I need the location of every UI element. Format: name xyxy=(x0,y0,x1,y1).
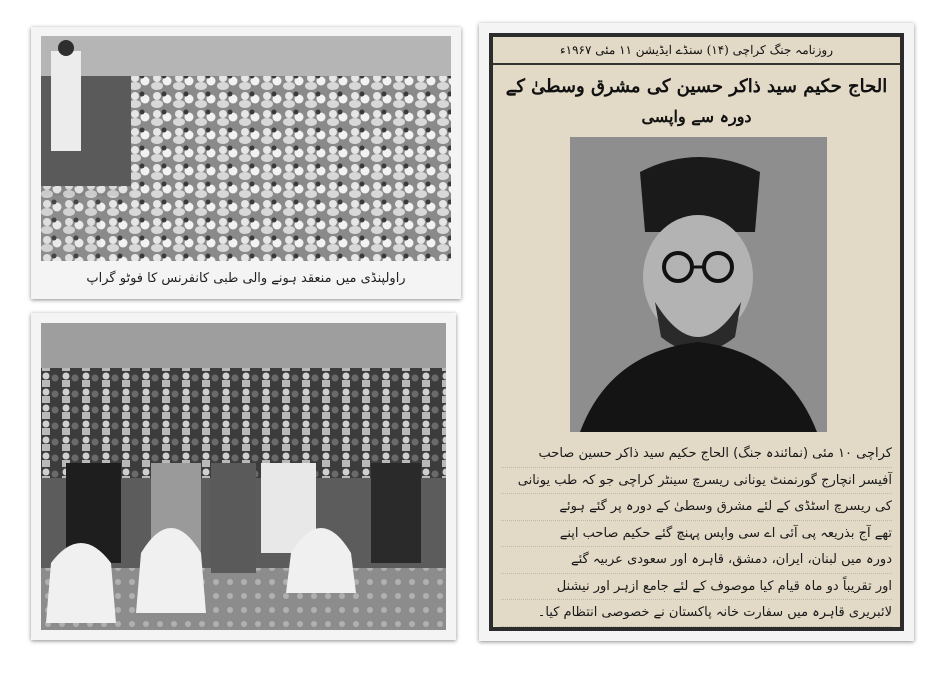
conference-audience-image xyxy=(41,36,451,261)
portrait-image xyxy=(570,137,827,432)
article-line-2: آفیسر انچارج گورنمنٹ یونانی ریسرچ سینٹر کراچی جو کہ طب یونانی xyxy=(501,468,892,495)
article-line-7: لائبریری قاہرہ میں سفارت خانہ پاکستان نے خصوصی انتظام کیا۔ xyxy=(501,600,892,627)
newspaper-paper xyxy=(493,37,900,627)
article-line-1: کراچی ۱۰ مئی (نمائندہ جنگ) الحاج حکیم سید ذاکر حسین صاحب xyxy=(501,441,892,468)
conference-audience-photo xyxy=(41,36,451,261)
dignitaries-seated-photo xyxy=(41,323,446,630)
article-line-4: تھے آج بذریعہ پی آئی اے سی واپس پہنچ گئے حکیم صاحب اپنے xyxy=(501,521,892,548)
newspaper-clipping-card xyxy=(479,23,914,641)
headline-line-1: الحاج حکیم سید ذاکر حسین کی مشرق وسطیٰ کے xyxy=(505,76,888,97)
conference-photo-caption: راولپنڈی میں منعقد ہونے والی طبی کانفرنس کا فوٹو گراپ xyxy=(86,271,406,286)
headline-line-2: دورہ سے واپسی xyxy=(641,107,752,126)
newspaper-frame xyxy=(489,33,904,631)
bottom-left-photo-card xyxy=(31,313,456,640)
newspaper-masthead: روزنامہ جنگ کراچی (۱۴) سنڈے ایڈیشن ۱۱ مئی ۱۹۶۷ء xyxy=(559,43,834,57)
hakim-zakir-hussain-portrait xyxy=(570,137,827,432)
article-line-3: کی ریسرچ اسٹڈی کے لئے مشرق وسطیٰ کے دورہ پر گئے ہوئے xyxy=(501,494,892,521)
article-line-5: دورہ میں لبنان، ایران، دمشق، قاہرہ اور سعودی عربیہ گئے xyxy=(501,547,892,574)
top-left-photo-card xyxy=(31,27,461,299)
dignitaries-seated-image xyxy=(41,323,446,630)
article-line-6: اور تقریباً دو ماہ قیام کیا موصوف کے لئے جامع ازہر اور نیشنل xyxy=(501,574,892,601)
newspaper-article-body xyxy=(501,441,892,625)
masthead-rule xyxy=(493,63,900,65)
